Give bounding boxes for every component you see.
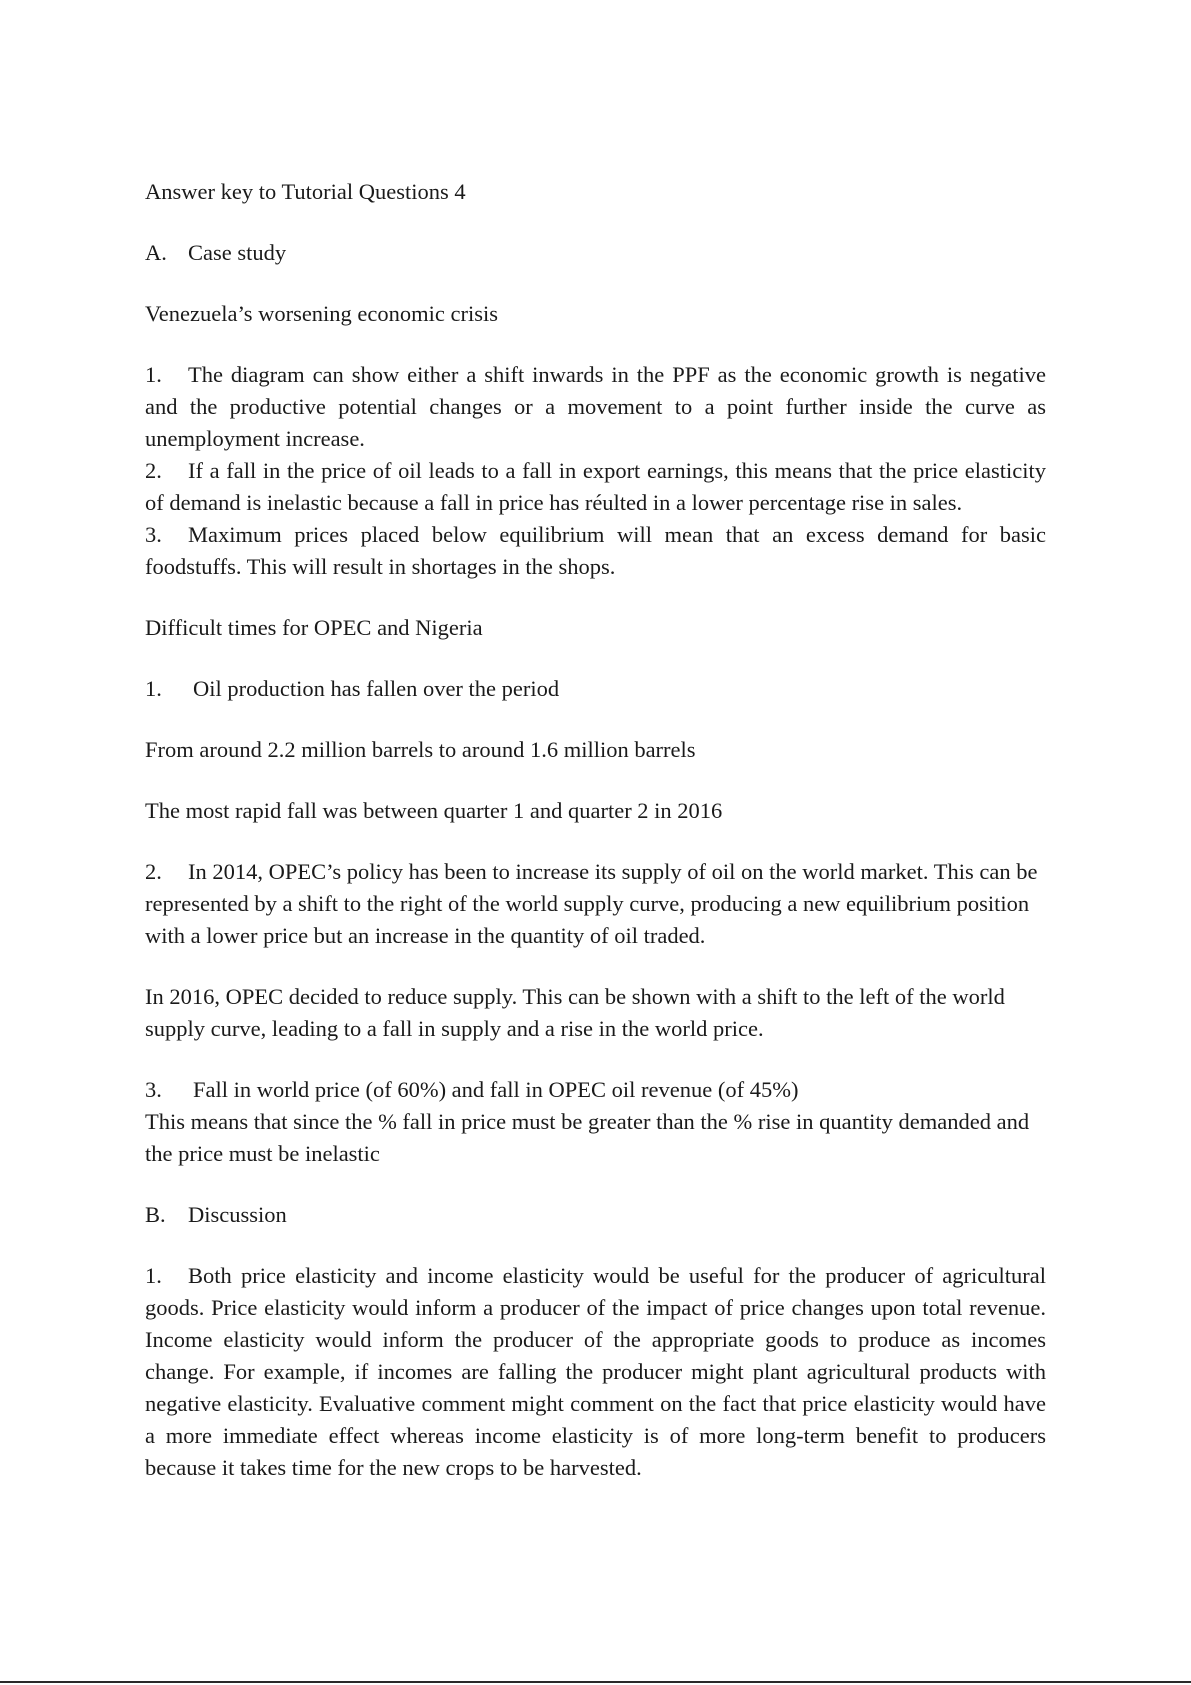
opec-answer-1 — [145, 673, 1046, 705]
section-b-title: Discussion — [188, 1202, 287, 1227]
section-a-title: Case study — [188, 240, 287, 265]
answer-text: Fall in world price (of 60%) and fall in OPEC oil revenue (of 45%) — [193, 1077, 799, 1102]
section-b-heading — [145, 1199, 1046, 1231]
venezuela-answer-2 — [145, 455, 1046, 519]
answer-text: If a fall in the price of oil leads to a fall in export earnings, this means that the price elasticity of demand is inelastic because a fall in price has réulted in a lower percentage rise in sales. — [145, 458, 1046, 515]
opec-answer-3-detail: This means that since the % fall in price must be greater than the % rise in quantity demanded and the price must be inelastic — [145, 1109, 1030, 1166]
section-b-number: B. — [145, 1202, 166, 1227]
document-title: Answer key to Tutorial Questions 4 — [145, 179, 466, 204]
opec-answer-2 — [145, 856, 1046, 952]
answer-number: 2. — [145, 458, 162, 483]
answer-number: 3. — [145, 1077, 162, 1102]
opec-answer-1-detail: From around 2.2 million barrels to around 1.6 million barrels — [145, 737, 696, 762]
answer-text: Oil production has fallen over the period — [193, 676, 560, 701]
answer-number: 3. — [145, 522, 162, 547]
venezuela-heading: Venezuela’s worsening economic crisis — [145, 301, 499, 326]
opec-answer-3 — [145, 1074, 1046, 1106]
opec-answer-2-para-2: In 2016, OPEC decided to reduce supply. This can be shown with a shift to the left of the world supply curve, leading to a fall in supply and a rise in the world price. — [145, 984, 1005, 1041]
answer-text: The diagram can show either a shift inwards in the PPF as the economic growth is negative and the productive potential changes or a movement to a point further inside the curve as unemployment increase. — [145, 362, 1046, 451]
venezuela-answer-3 — [145, 519, 1046, 583]
answer-number: 1. — [145, 1263, 162, 1288]
answer-number: 1. — [145, 676, 162, 701]
venezuela-answers — [145, 359, 1046, 583]
discussion-answer-1 — [145, 1260, 1046, 1484]
document-page — [145, 176, 1046, 1484]
section-a-number: A. — [145, 240, 167, 265]
answer-text: In 2014, OPEC’s policy has been to increase its supply of oil on the world market. This can be represented by a shift to the right of the world supply curve, producing a new equilibrium position with a lower price but an increase in the quantity of oil traded. — [145, 859, 1038, 948]
opec-heading: Difficult times for OPEC and Nigeria — [145, 615, 483, 640]
answer-text: Both price elasticity and income elasticity would be useful for the producer of agricultural goods. Price elasticity would inform a producer of the impact of price changes upon total revenue. Income elasticity would inform the producer of the appropriate goods to produce as incomes change. For example, if incomes are falling the producer might plant agricultural products with negative elasticity. Evaluative comment might comment on the fact that price elasticity would have a more immediate effect whereas income elasticity is of more long-term benefit to producers because it takes time for the new crops to be harvested. — [145, 1263, 1046, 1480]
section-a-heading — [145, 237, 1046, 269]
page-bottom-rule — [0, 1681, 1191, 1683]
venezuela-answer-1 — [145, 359, 1046, 455]
opec-answer-1-detail-2: The most rapid fall was between quarter 1 and quarter 2 in 2016 — [145, 798, 723, 823]
answer-number: 2. — [145, 859, 162, 884]
answer-text: Maximum prices placed below equilibrium will mean that an excess demand for basic foodstuffs. This will result in shortages in the shops. — [145, 522, 1046, 579]
answer-number: 1. — [145, 362, 162, 387]
